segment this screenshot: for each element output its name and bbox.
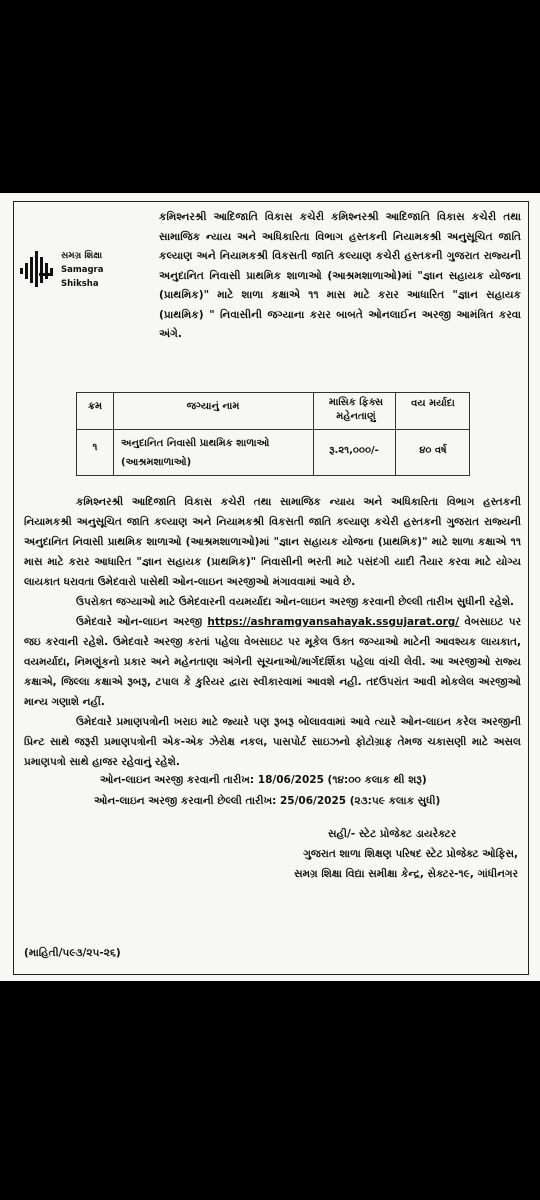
apply-text-after: વેબસાઇટ પર જઇ કરવાની રહેશે. ઉમેદવારે અરજી કરતાં પહેલા વેબસાઇટ પર મૂકેલ ઉક્ત જગ્યાઓ માટેની આવશ્યક લાયકાત, વયમર્યાદા, નિમણૂંકનો પ્રકાર અને મહેનતાણા અંગેની સૂચનાઓ/માર્ગદર્શિકા પહેલા વાંચી લેવી. આ અરજીઓ રાજ્ય કક્ષાએ, જિલ્લા કક્ષાએ રૂબરૂ, ટપાલ કે કુરિયર દ્વારા સ્વીકારવામાં આવશે નહી. તદઉપરાંત આવી મોકલેલ અરજીઓ માન્ય ગણાશે નહીં. xyxy=(24,616,521,708)
table-header-post: જગ્યાનું નામ xyxy=(186,401,240,412)
table-header-sr: ક્રમ xyxy=(87,401,103,412)
signature-block xyxy=(258,824,518,884)
samagra-shiksha-logo-icon xyxy=(19,249,57,289)
signature-line-1: સહી/- સ્ટેટ પ્રોજેક્ટ ડાયરેક્ટર xyxy=(328,828,457,840)
newspaper-clipping xyxy=(0,193,540,981)
table-cell-sr: ૧ xyxy=(92,442,98,453)
last-date: ઓન-લાઇન અરજી કરવાની છેલ્લી તારીખ: 25/06/2025 (૨૩:૫૯ કલાક સુધી) xyxy=(94,795,441,807)
logo-name-gujarati: સમગ્ર શિક્ષા xyxy=(61,251,103,261)
samagra-shiksha-logo xyxy=(17,247,142,297)
vacancy-table xyxy=(76,392,470,476)
table-header-pay: માસિક ફિક્સ મહેનતાણું xyxy=(328,397,384,422)
reference-number: (માહિતી/૫૯૩/૨૫-૨૬) xyxy=(24,947,121,959)
application-dates xyxy=(94,770,440,812)
paragraph-age-limit: ઉપરોક્ત જગ્યાઓ માટે ઉમેદવારની વયમર્યાદા ઓન-લાઇન અરજી કરવાની છેલ્લી તારીખ સુધીની રહેશે. xyxy=(76,596,515,608)
apply-text-before: ઉમેદવારે ઓન-લાઇન અરજી xyxy=(76,616,208,628)
start-date: ઓન-લાઇન અરજી કરવાની તારીખ: 18/06/2025 (૧૪:૦૦ કલાક થી શરૂ) xyxy=(100,774,427,786)
table-cell-post: અનુદાનિત નિવાસી પ્રાથમિક શાળાઓ (આશ્રમશાળાઓ) xyxy=(121,438,270,468)
table-cell-age: ૪૦ વર્ષ xyxy=(419,445,447,456)
notice-subject: કમિશ્નરશ્રી આદિજાતિ વિકાસ કચેરી કમિશ્નરશ્રી આદિજાતિ વિકાસ કચેરી તથા સામાજિક ન્યાય અને અધિકારિતા વિભાગ હસ્તકની નિયામકશ્રી અનુસૂચિત જાતિ કલ્યાણ અને નિયામકશ્રી વિકસતી જાતિ કલ્યાણ કચેરી હસ્તકની ગુજરાત રાજ્યની અનુદાનિત નિવાસી પ્રાથમિક શાળાઓ (આશ્રમશાળાઓ)માં "જ્ઞાન સહાયક યોજના (પ્રાથમિક)" માટે શાળા કક્ષાએ ૧૧ માસ માટે કરાર આધારિત "જ્ઞાન સહાયક (પ્રાથમિક) " નિવાસીની જગ્યાના કરાર બાબતે ઓનલાઈન અરજી આમંત્રિત કરવા અંગે. xyxy=(159,211,521,340)
paragraph-apply-online xyxy=(24,612,521,712)
paragraph-documents: ઉમેદવારે પ્રમાણપત્રોની ખરાઇ માટે જ્યારે પણ રૂબરૂ બોલાવવામાં આવે ત્યારે ઓન-લાઇન કરેલ અરજીની પ્રિન્ટ સાથે જરૂરી પ્રમાણપત્રોની એક-એક ઝેરોક્ષ નકલ, પાસપોર્ટ સાઇઝનો ફોટોગ્રાફ તેમજ ચકાસણી માટે અસલ પ્રમાણપત્રો સાથે હાજર રહેવાનું રહેશે. xyxy=(24,716,521,768)
signature-line-2: ગુજરાત શાળા શિક્ષણ પરિષદ સ્ટેટ પ્રોજેક્ટ ઓફિસ, xyxy=(303,848,518,860)
logo-name-english: Samagra Shiksha xyxy=(61,265,104,289)
table-header-age: વય મર્યાદા xyxy=(411,398,455,409)
application-website-link[interactable]: https://ashramgyansahayak.ssgujarat.org/ xyxy=(207,616,460,628)
paragraph-intro: કમિશ્નરશ્રી આદિજાતિ વિકાસ કચેરી તથા સામાજિક ન્યાય અને અધિકારિતા વિભાગ હસ્તકની નિયામકશ્રી અનુસૂચિત જાતિ કલ્યાણ અને નિયામકશ્રી વિકસતી જાતિ કલ્યાણ કચેરી હસ્તકની ગુજરાત રાજ્યની અનુદાનિત નિવાસી પ્રાથમિક શાળાઓ (આશ્રમશાળાઓ)માં "જ્ઞાન સહાયક યોજના (પ્રાથમિક)" માટે શાળા કક્ષાએ ૧૧ માસ માટે કરાર આધારિત "જ્ઞાન સહાયક (પ્રાથમિક)" નિવાસીની ભરતી માટે પસંદગી યાદી તૈયાર કરવા માટે યોગ્ય લાયકાત ધરાવતા ઉમેદવારો પાસેથી ઓન-લાઇન અરજીઓ મંગાવવામાં આવે છે. xyxy=(24,496,521,588)
table-cell-pay: રૂ.૨૧,૦૦૦/- xyxy=(329,445,379,456)
signature-line-3: સમગ્ર શિક્ષા વિદ્યા સમીક્ષા કેન્દ્ર, સેક્ટર-૧૯, ગાંધીનગર xyxy=(294,868,518,880)
notice-body xyxy=(24,492,521,772)
advertisement-notice xyxy=(13,201,529,975)
